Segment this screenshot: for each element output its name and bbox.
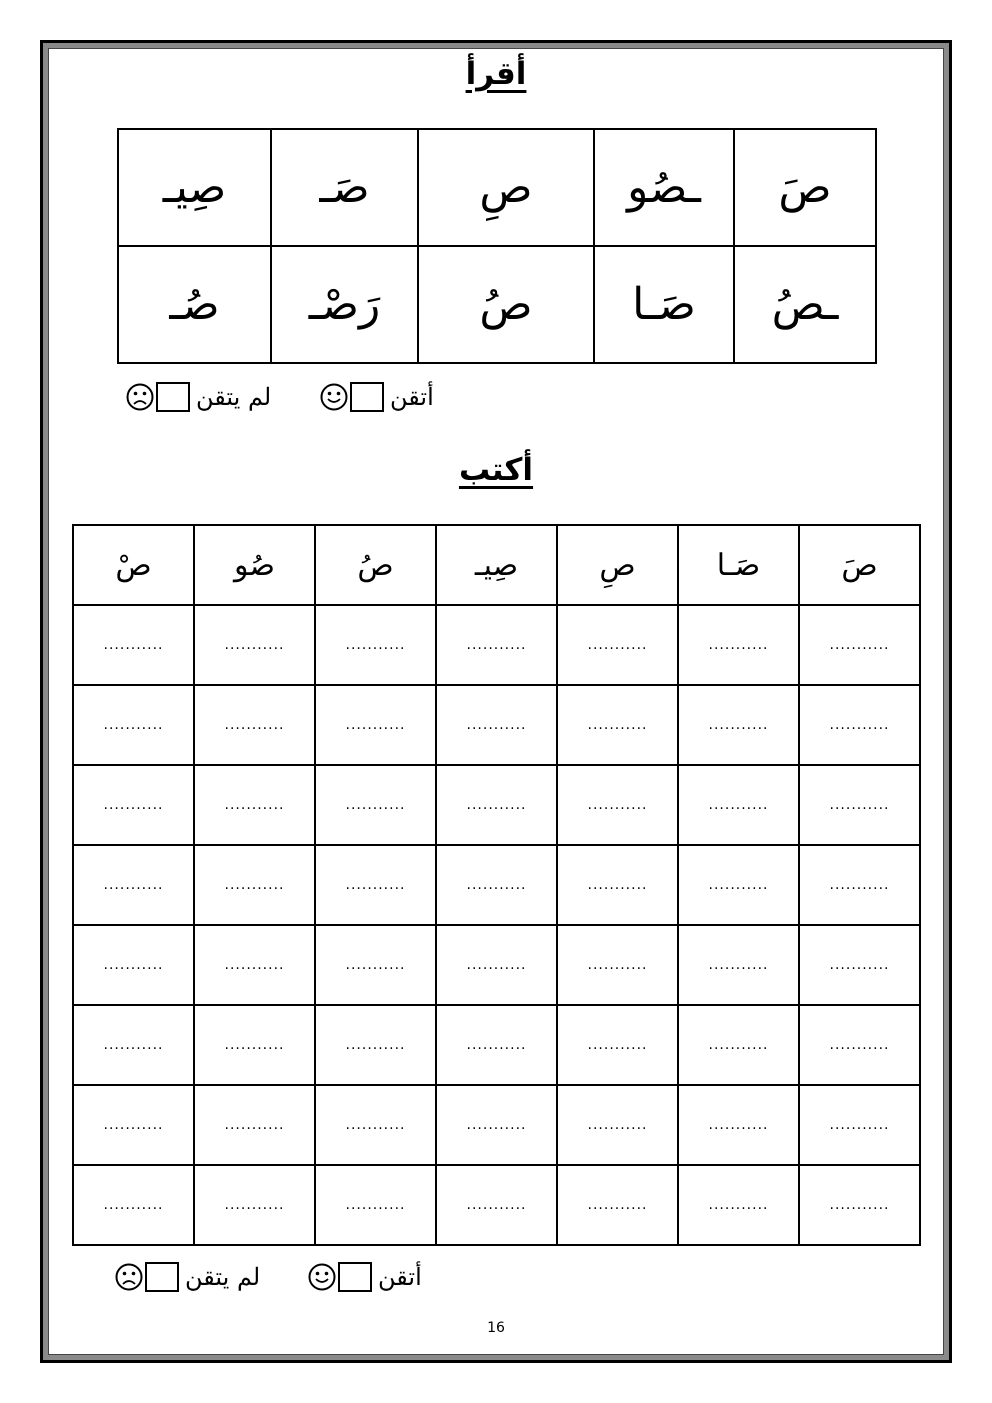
write-blank-cell[interactable]: ........... bbox=[73, 845, 194, 925]
write-blank-cell[interactable]: ........... bbox=[436, 925, 557, 1005]
write-blank-cell[interactable]: ........... bbox=[799, 765, 920, 845]
write-blank-cell[interactable]: ........... bbox=[436, 765, 557, 845]
mastered-label: أتقن bbox=[390, 383, 434, 411]
write-blank-cell[interactable]: ........... bbox=[436, 605, 557, 685]
mastered-label: أتقن bbox=[378, 1263, 422, 1291]
write-blank-cell[interactable]: ........... bbox=[315, 1005, 436, 1085]
read-cell: صَ bbox=[734, 129, 876, 246]
write-blank-row bbox=[73, 765, 920, 845]
read-heading: أقرأ bbox=[465, 56, 527, 92]
mastered-checkbox[interactable] bbox=[350, 382, 384, 412]
write-blank-cell[interactable]: ........... bbox=[436, 1005, 557, 1085]
write-mastered-rating bbox=[308, 1262, 422, 1292]
write-blank-cell[interactable]: ........... bbox=[315, 925, 436, 1005]
sad-face-icon bbox=[126, 383, 154, 411]
write-blank-cell[interactable]: ........... bbox=[315, 605, 436, 685]
read-table bbox=[117, 128, 877, 364]
read-cell: رَصْـ bbox=[271, 246, 418, 363]
write-letter-cell: صِ bbox=[557, 525, 678, 605]
write-blank-cell[interactable]: ........... bbox=[557, 845, 678, 925]
write-blank-cell[interactable]: ........... bbox=[194, 925, 315, 1005]
write-blank-cell[interactable]: ........... bbox=[436, 1085, 557, 1165]
page-number: 16 bbox=[487, 1320, 505, 1336]
write-blank-cell[interactable]: ........... bbox=[194, 765, 315, 845]
write-letter-cell: صِيـ bbox=[436, 525, 557, 605]
write-blank-cell[interactable]: ........... bbox=[315, 1085, 436, 1165]
read-row bbox=[118, 129, 876, 246]
not-mastered-checkbox[interactable] bbox=[145, 1262, 179, 1292]
mastered-checkbox[interactable] bbox=[338, 1262, 372, 1292]
write-blank-cell[interactable]: ........... bbox=[678, 1165, 799, 1245]
write-blank-row bbox=[73, 605, 920, 685]
read-cell: صِ bbox=[418, 129, 594, 246]
read-cell: صُـ bbox=[118, 246, 271, 363]
write-blank-row bbox=[73, 925, 920, 1005]
write-blank-cell[interactable]: ........... bbox=[194, 1085, 315, 1165]
write-blank-row bbox=[73, 845, 920, 925]
read-not-mastered-rating bbox=[126, 382, 271, 412]
write-blank-cell[interactable]: ........... bbox=[799, 1005, 920, 1085]
write-heading: أكتب bbox=[458, 452, 534, 488]
write-blank-cell[interactable]: ........... bbox=[678, 1085, 799, 1165]
read-cell: ـصُو bbox=[594, 129, 734, 246]
write-header-row bbox=[73, 525, 920, 605]
write-letter-cell: صَ bbox=[799, 525, 920, 605]
write-not-mastered-rating bbox=[115, 1262, 260, 1292]
write-blank-cell[interactable]: ........... bbox=[678, 605, 799, 685]
write-blank-cell[interactable]: ........... bbox=[557, 1005, 678, 1085]
write-blank-cell[interactable]: ........... bbox=[73, 765, 194, 845]
read-cell: صُ bbox=[418, 246, 594, 363]
write-blank-cell[interactable]: ........... bbox=[194, 845, 315, 925]
write-blank-cell[interactable]: ........... bbox=[557, 1085, 678, 1165]
write-blank-cell[interactable]: ........... bbox=[799, 1165, 920, 1245]
read-cell: صِيـ bbox=[118, 129, 271, 246]
write-blank-cell[interactable]: ........... bbox=[799, 1085, 920, 1165]
write-letter-cell: صُو bbox=[194, 525, 315, 605]
write-blank-cell[interactable]: ........... bbox=[194, 1005, 315, 1085]
read-row bbox=[118, 246, 876, 363]
write-blank-row bbox=[73, 1165, 920, 1245]
sad-face-icon bbox=[115, 1263, 143, 1291]
write-blank-cell[interactable]: ........... bbox=[678, 765, 799, 845]
write-blank-cell[interactable]: ........... bbox=[194, 605, 315, 685]
not-mastered-label: لم يتقن bbox=[196, 383, 272, 411]
write-blank-cell[interactable]: ........... bbox=[436, 1165, 557, 1245]
write-blank-cell[interactable]: ........... bbox=[557, 765, 678, 845]
write-blank-cell[interactable]: ........... bbox=[315, 1165, 436, 1245]
write-blank-cell[interactable]: ........... bbox=[194, 685, 315, 765]
write-blank-cell[interactable]: ........... bbox=[436, 685, 557, 765]
read-cell: ـصُ bbox=[734, 246, 876, 363]
write-blank-cell[interactable]: ........... bbox=[315, 765, 436, 845]
write-blank-cell[interactable]: ........... bbox=[799, 925, 920, 1005]
write-blank-cell[interactable]: ........... bbox=[678, 1005, 799, 1085]
write-blank-row bbox=[73, 1005, 920, 1085]
write-blank-cell[interactable]: ........... bbox=[315, 845, 436, 925]
write-letter-cell: صْ bbox=[73, 525, 194, 605]
write-blank-cell[interactable]: ........... bbox=[557, 925, 678, 1005]
write-blank-cell[interactable]: ........... bbox=[73, 925, 194, 1005]
write-blank-cell[interactable]: ........... bbox=[799, 605, 920, 685]
write-blank-row bbox=[73, 1085, 920, 1165]
write-blank-cell[interactable]: ........... bbox=[73, 1165, 194, 1245]
write-blank-cell[interactable]: ........... bbox=[73, 1005, 194, 1085]
write-blank-cell[interactable]: ........... bbox=[557, 605, 678, 685]
not-mastered-label: لم يتقن bbox=[185, 1263, 261, 1291]
write-blank-cell[interactable]: ........... bbox=[799, 845, 920, 925]
write-letter-cell: صَـا bbox=[678, 525, 799, 605]
write-blank-cell[interactable]: ........... bbox=[73, 685, 194, 765]
write-blank-cell[interactable]: ........... bbox=[678, 925, 799, 1005]
smiley-face-icon bbox=[320, 383, 348, 411]
read-cell: صَـ bbox=[271, 129, 418, 246]
write-letter-cell: صُ bbox=[315, 525, 436, 605]
write-blank-cell[interactable]: ........... bbox=[557, 685, 678, 765]
write-blank-cell[interactable]: ........... bbox=[436, 845, 557, 925]
not-mastered-checkbox[interactable] bbox=[156, 382, 190, 412]
smiley-face-icon bbox=[308, 1263, 336, 1291]
write-blank-cell[interactable]: ........... bbox=[73, 605, 194, 685]
write-blank-cell[interactable]: ........... bbox=[678, 685, 799, 765]
read-cell: صَـا bbox=[594, 246, 734, 363]
write-blank-row bbox=[73, 685, 920, 765]
write-table bbox=[72, 524, 921, 1246]
write-blank-cell[interactable]: ........... bbox=[73, 1085, 194, 1165]
write-blank-cell[interactable]: ........... bbox=[194, 1165, 315, 1245]
write-blank-cell[interactable]: ........... bbox=[557, 1165, 678, 1245]
write-blank-cell[interactable]: ........... bbox=[678, 845, 799, 925]
write-blank-cell[interactable]: ........... bbox=[799, 685, 920, 765]
read-mastered-rating bbox=[320, 382, 434, 412]
write-blank-cell[interactable]: ........... bbox=[315, 685, 436, 765]
